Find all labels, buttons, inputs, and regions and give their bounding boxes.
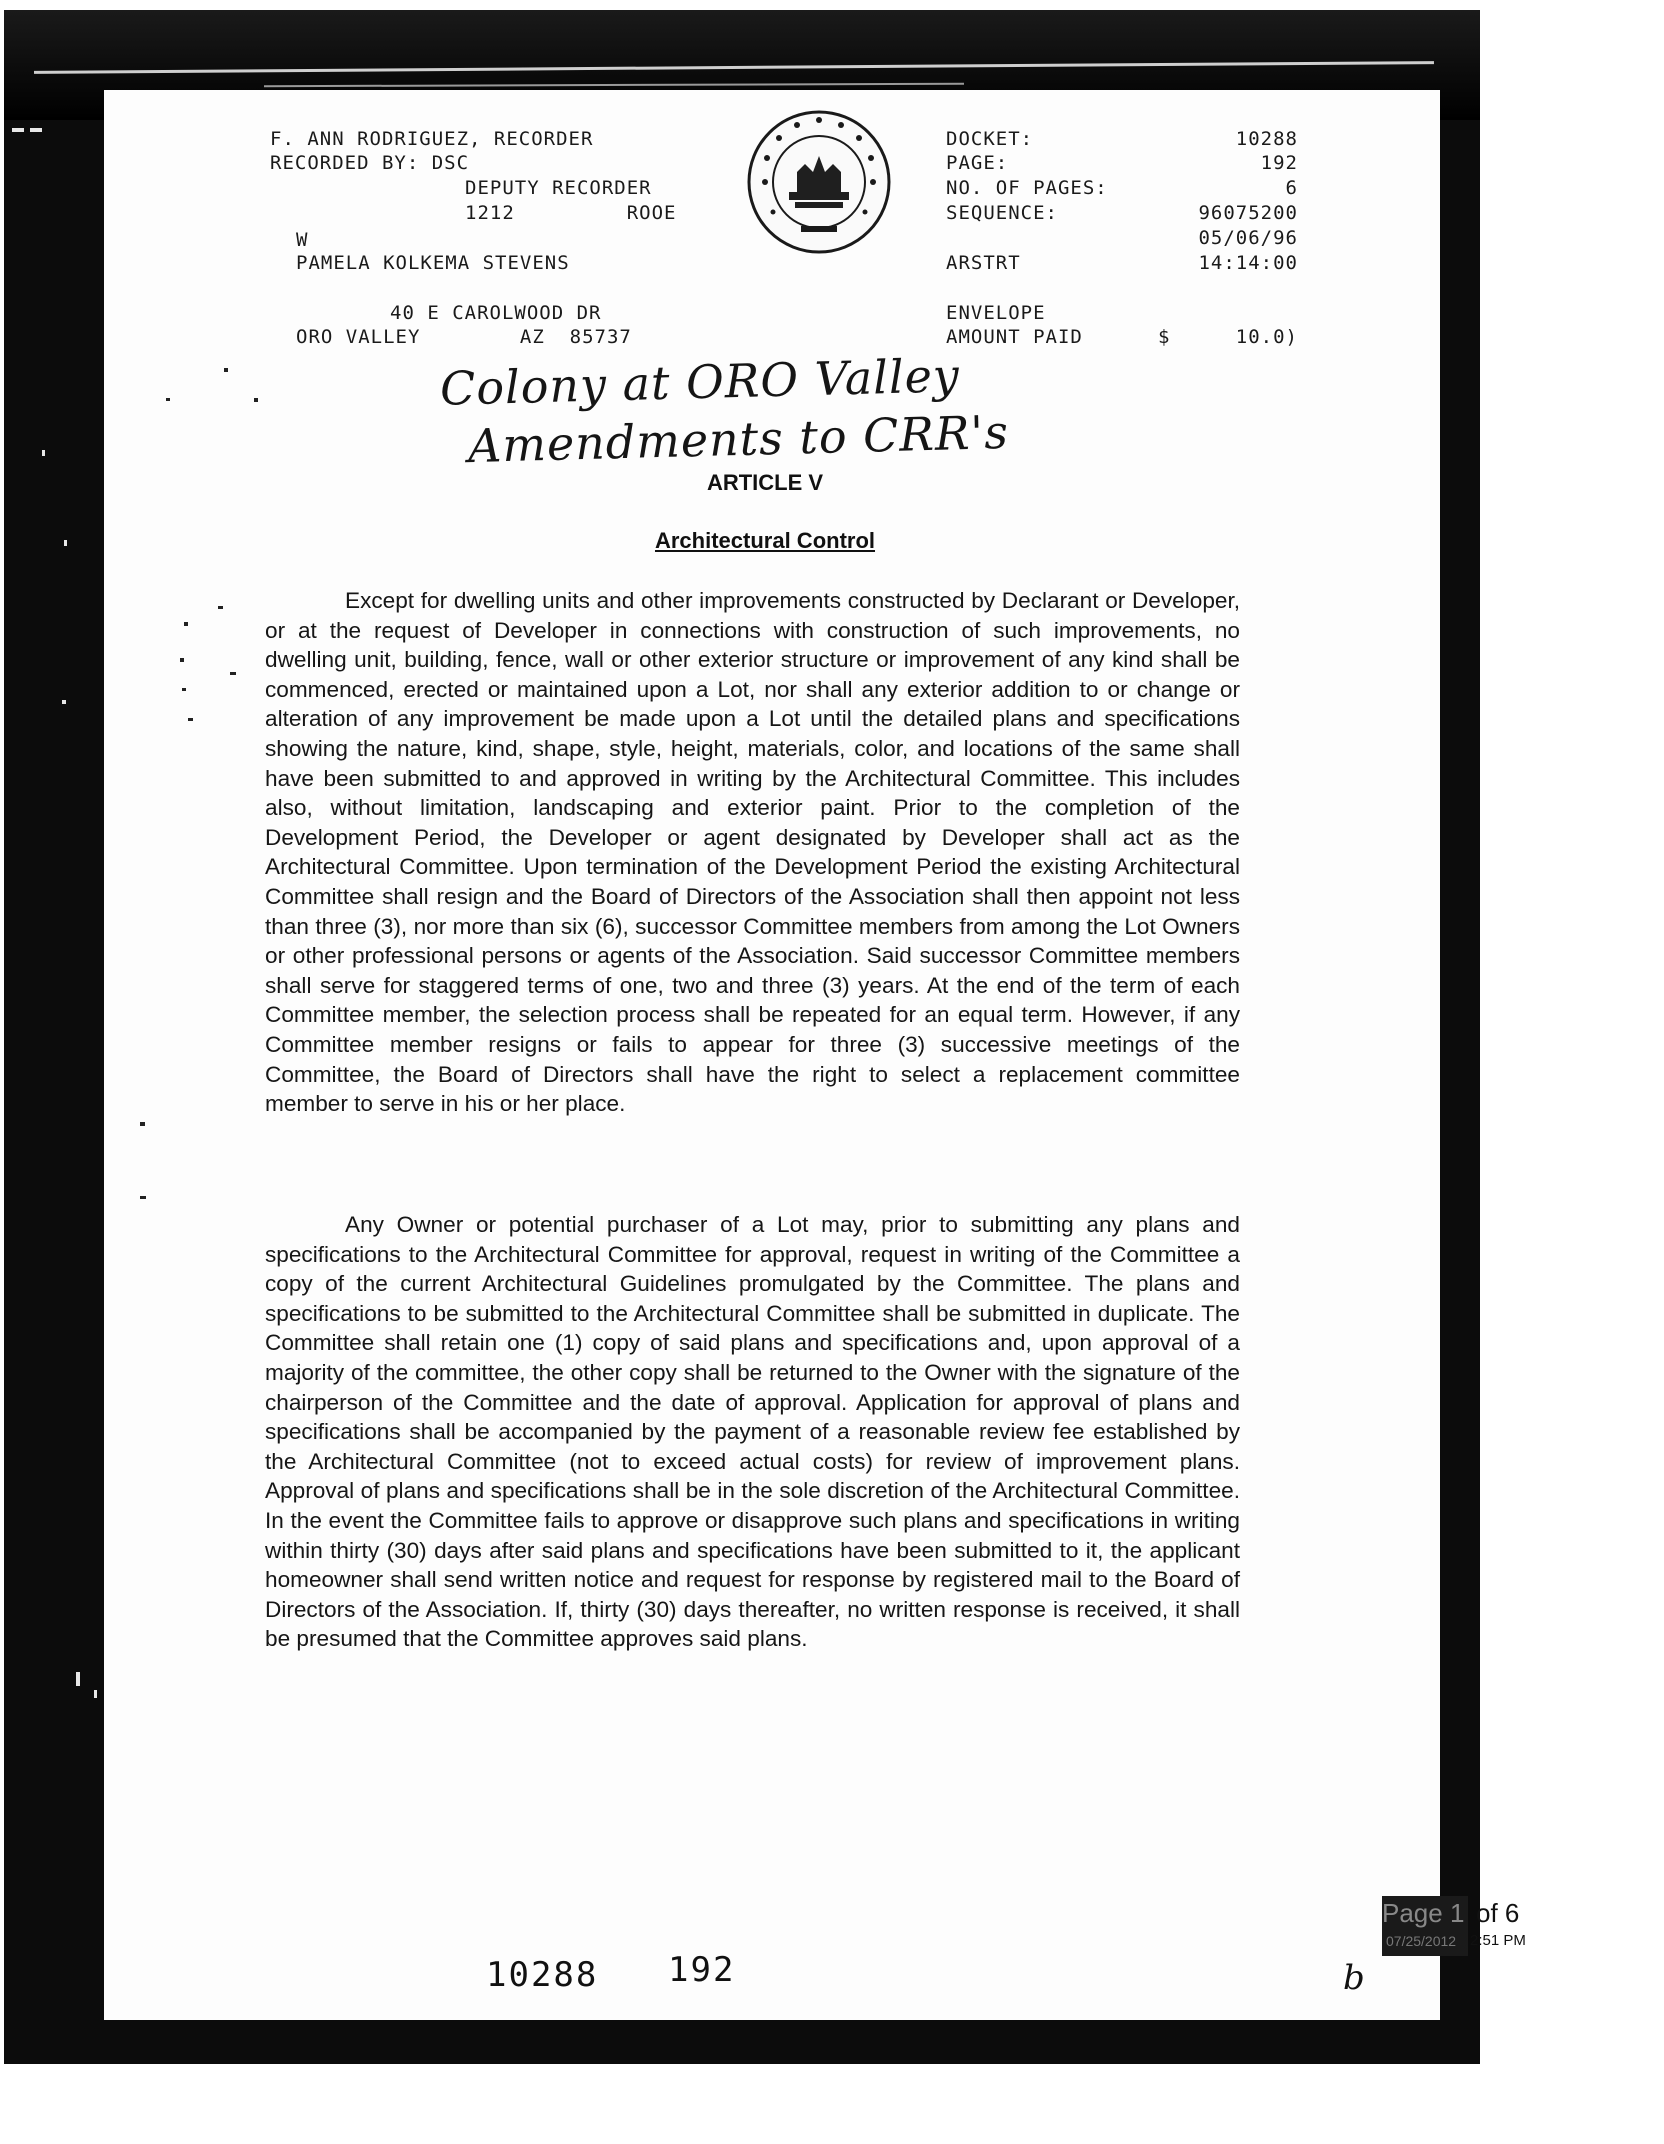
frame-speck (62, 700, 66, 704)
recipient-city: ORO VALLEY AZ 85737 (296, 326, 632, 348)
num-pages-label: NO. OF PAGES: (946, 177, 1108, 199)
recorded-by: RECORDED BY: DSC (270, 152, 470, 174)
page-label: PAGE: (946, 152, 1009, 174)
margin-speck (180, 658, 184, 662)
page-stamp-total: of 6 (1476, 1898, 1520, 1928)
record-date: 05/06/96 (1198, 227, 1298, 249)
margin-speck (184, 622, 188, 626)
handwritten-mark: b (1343, 1958, 1365, 1998)
paragraph-plan-submission: Any Owner or potential purchaser of a Lot may, prior to submitting any plans and specifications to the Architectural Committee for approval, request in writing of the Committee a copy of the current Architectural Guidelines promulgated by the Committee. The plans and specifications to be submitted to the Architectural Committee shall be submitted in duplicate. The Committee shall retain one (1) copy of said plans and specifications and, upon approval of a majority of the committee, the other copy shall be returned to the Owner with the signature of the chairperson of the Committee and the date of approval. Application for approval of plans and specifications shall be accompanied by the payment of a reasonable review fee established by the Architectural Committee (not to exceed actual costs) for review of improvement plans. Approval of plans and specifications shall be in the sole discretion of the Architectural Committee. In the event the Committee fails to approve or disapprove such plans and specifications in writing within thirty (30) days after said plans and specifications have been submitted to it, the applicant homeowner shall send written notice and request for response by registered mail to the Board of Directors of the Association. If, thirty (30) days thereafter, no written response is received, it shall be presumed that the Committee approves said plans. (265, 1212, 1240, 1652)
frame-speck (94, 1690, 97, 1698)
frame-speck (30, 128, 42, 132)
margin-speck (224, 368, 228, 372)
margin-speck (140, 1196, 146, 1199)
margin-speck (188, 718, 193, 721)
handwritten-title: Colony at ORO Valley (439, 348, 961, 416)
recorder-name: F. ANN RODRIGUEZ, RECORDER (270, 128, 594, 150)
frame-speck (64, 540, 67, 546)
sequence-value: 96075200 (1198, 202, 1298, 224)
paragraph-architectural-committee: Except for dwelling units and other improvements constructed by Declarant or Developer, or at the request of Developer in connections with construction of such improvements, no dwelling unit, building, fence, wall or other exterior structure or improvement of any kind shall be commenced, erected or maintained upon a Lot, nor shall any exterior addition to or change or alteration of any improvement be made upon a Lot until the detailed plans and specifications showing the nature, kind, shape, style, height, materials, color, and locations of the same shall have been submitted to and approved in writing by the Architectural Committee. This includes also, without limitation, landscaping and exterior paint. Prior to the completion of the Development Period, the Developer or agent designated by Developer shall act as the Architectural Committee. Upon termination of the Development Period the existing Architectural Committee shall resign and the Board of Directors of the Association shall then appoint not less than three (3), nor more than six (6), successor Committee members from among the Lot Owners or other professional persons or agents of the Association. Said successor Committee members shall serve for staggered terms of one, two and three (3) years. At the end of the term of each Committee member, the selection process shall be repeated for an equal term. However, if any Committee member resigns or fails to appear for three (3) successive meetings of the Committee, the Board of Directors shall have the right to select a replacement committee member to serve in his or her place. (265, 588, 1240, 1117)
frame-speck (12, 128, 24, 132)
envelope-label: ENVELOPE (946, 302, 1046, 324)
w-mark: W (296, 229, 309, 251)
arstrt-label: ARSTRT (946, 252, 1021, 274)
page-stamp-label: Page 1 (1382, 1898, 1465, 1928)
margin-speck (140, 1122, 145, 1126)
num-pages-value: 6 (1285, 177, 1298, 199)
handwritten-subtitle: Amendments to CRR's (467, 404, 1010, 474)
docket-value: 10288 (1235, 128, 1298, 150)
sequence-label: SEQUENCE: (946, 202, 1058, 224)
deputy-recorder-code: 1212 ROOE (465, 202, 677, 224)
frame-speck (42, 450, 45, 456)
margin-speck (182, 688, 186, 691)
margin-speck (218, 606, 223, 609)
margin-speck (166, 398, 170, 401)
record-time: 14:14:00 (1198, 252, 1298, 274)
frame-speck (76, 1672, 80, 1686)
margin-speck (230, 672, 236, 675)
page-stamp-time: 2:51 PM (1470, 1932, 1526, 1949)
deputy-recorder-title: DEPUTY RECORDER (465, 177, 652, 199)
article-heading: ARTICLE V (706, 470, 824, 495)
page-stamp-date: 07/25/2012 (1386, 1933, 1457, 1949)
footer-docket-number: 10288 (486, 1955, 599, 1995)
county-seal (745, 108, 893, 256)
margin-speck (254, 398, 258, 402)
recipient-street: 40 E CAROLWOOD DR (390, 302, 602, 324)
section-title: Architectural Control (654, 528, 876, 553)
page-value: 192 (1260, 152, 1298, 174)
recipient-name: PAMELA KOLKEMA STEVENS (296, 252, 570, 274)
footer-page-number: 192 (668, 1950, 736, 1990)
docket-label: DOCKET: (946, 128, 1034, 150)
amount-paid-value: 10.0) (1235, 326, 1298, 348)
page-stamp (1382, 1896, 1552, 1956)
amount-currency: $ (1158, 326, 1171, 348)
amount-paid-label: AMOUNT PAID (946, 326, 1083, 348)
